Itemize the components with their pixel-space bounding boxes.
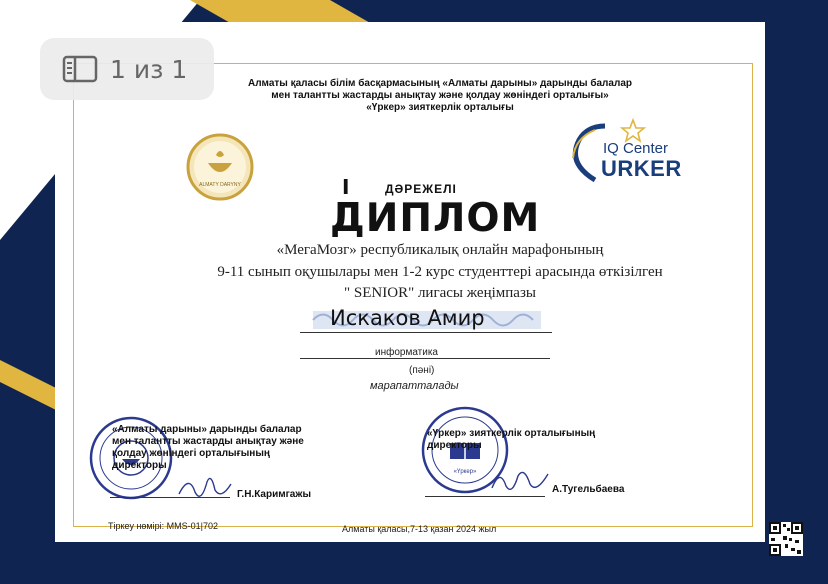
subject-value: информатика — [375, 347, 438, 358]
recipient-name: Искаков Амир — [330, 306, 485, 330]
degree-word: ДӘРЕЖЕЛІ — [385, 182, 457, 196]
subject-underline — [300, 358, 550, 359]
header-line-1: Алматы қаласы білім басқармасының «Алматы дарыны» дарынды балалар — [247, 78, 632, 89]
left-title-line-2: мен талантты жастарды анықтау және — [112, 436, 304, 447]
registration-number: Тіркеу нөмірі: MMS-01|702 — [108, 521, 218, 531]
header-line-2: мен талантты жастарды анықтау және қолдау жөніндегі орталығы» — [271, 90, 609, 101]
right-title-line-1: «Үркер» зияткерлік орталығының — [427, 428, 596, 439]
right-stamp-text: «Үркер» — [453, 469, 477, 475]
award-line-2: 9-11 сынып оқушылары мен 1-2 курс студенттері арасында өткізілген — [217, 264, 663, 280]
left-title-line-1: «Алматы дарыны» дарынды балалар — [112, 424, 302, 435]
right-title-line-2: директоры — [427, 440, 482, 451]
left-signatory-name: Г.Н.Каримгажы — [237, 489, 311, 500]
iq-center-urker-logo — [565, 118, 685, 188]
award-line-1: «МегаМозг» республикалық онлайн марафонының — [276, 242, 604, 258]
right-signature-scribble — [488, 462, 552, 498]
issuer-header — [190, 78, 690, 114]
left-title-line-3: қолдау жөніндегі орталығының — [112, 448, 270, 459]
left-signature-scribble — [175, 470, 235, 504]
page-counter-label: 1 из 1 — [110, 54, 188, 84]
iq-center-text: IQ Center — [603, 140, 669, 157]
diploma-title: ДИПЛОМ — [330, 196, 541, 241]
page-counter[interactable] — [40, 38, 214, 100]
urker-text: URKER — [601, 156, 682, 181]
left-signatory-title — [112, 424, 304, 472]
name-underline — [300, 332, 552, 333]
city-date: Алматы қаласы,7-13 қазан 2024 жыл — [342, 524, 497, 534]
left-signature-line — [110, 497, 230, 498]
subject-label: (пәні) — [409, 365, 435, 376]
almaty-daryny-logo — [186, 133, 254, 201]
awarded-text: марапатталады — [370, 380, 459, 392]
left-title-line-4: директоры — [112, 460, 167, 471]
right-signature-line — [425, 496, 545, 497]
right-signatory-name: А.Тугельбаева — [552, 484, 625, 495]
sidebar-icon — [62, 55, 98, 83]
qr-code — [769, 522, 803, 556]
left-logo-text: ALMATY DARYNY — [199, 182, 241, 188]
header-line-3: «Үркер» зияткерлік орталығы — [366, 102, 514, 113]
degree-numeral: I — [342, 175, 350, 199]
right-signatory-title — [427, 428, 595, 452]
award-line-3: " SENIOR" лигасы жеңімпазы — [344, 285, 536, 301]
